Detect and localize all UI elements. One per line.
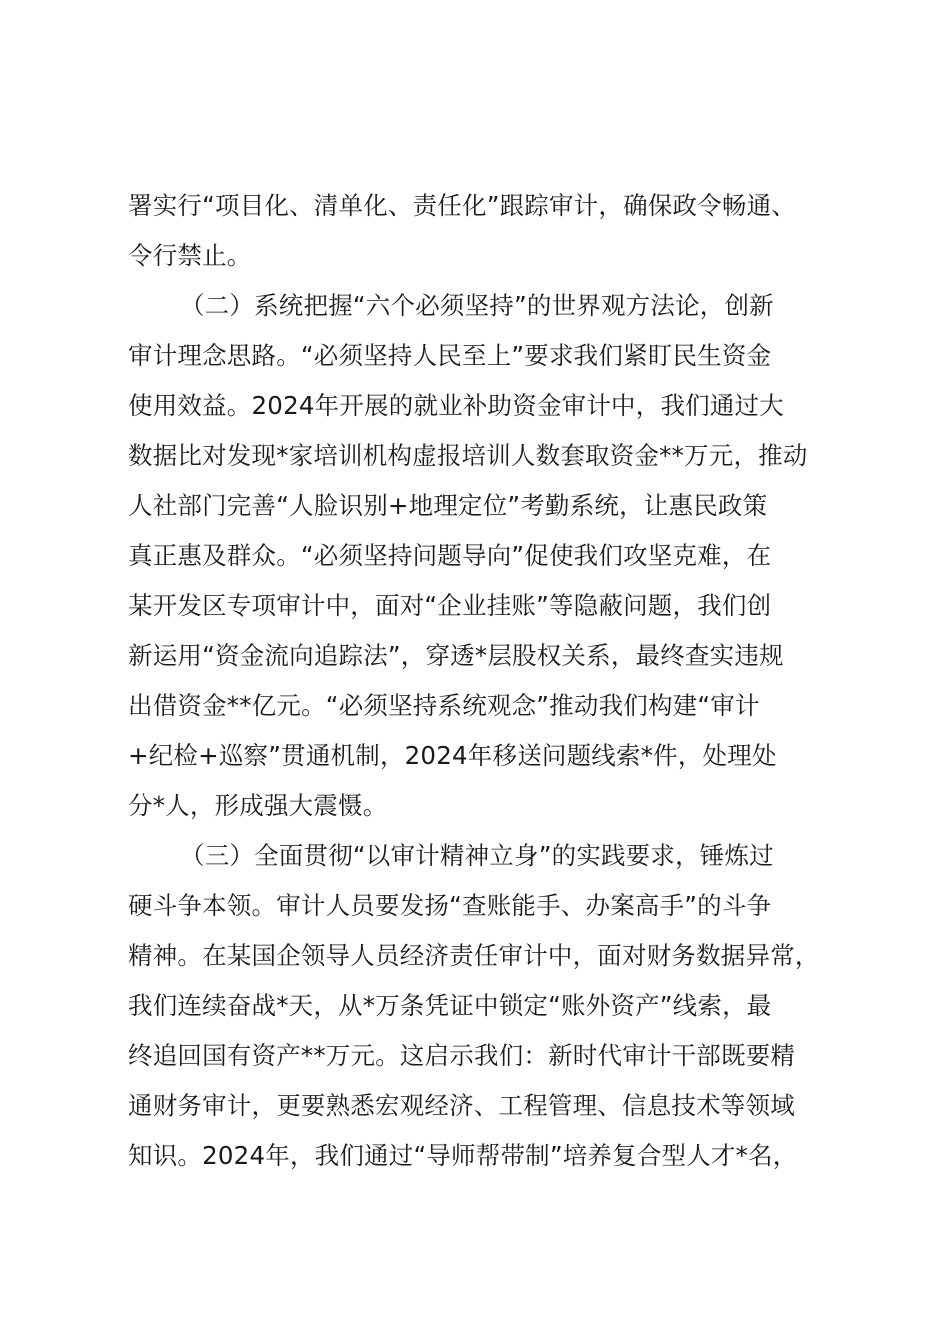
text-line: 审计理念思路。“必须坚持人民至上”要求我们紧盯民生资金 xyxy=(128,341,772,370)
text-line: 硬斗争本领。审计人员要发扬“查账能手、办案高手”的斗争 xyxy=(128,891,772,920)
text-line: 出借资金**亿元。“必须坚持系统观念”推动我们构建“审计 xyxy=(128,691,760,720)
text-line: 精神。在某国企领导人员经济责任审计中，面对财务数据异常， xyxy=(128,941,820,970)
text-line: +纪检+巡察”贯通机制，2024年移送问题线索*件，处理处 xyxy=(128,741,777,770)
text-line: 终追回国有资产**万元。这启示我们：新时代审计干部既要精 xyxy=(128,1041,796,1070)
text-line: 通财务审计，更要熟悉宏观经济、工程管理、信息技术等领域 xyxy=(128,1091,795,1120)
text-line: 令行禁止。 xyxy=(128,241,252,270)
text-line: 真正惠及群众。“必须坚持问题导向”促使我们攻坚克难，在 xyxy=(128,541,772,570)
text-line: 数据比对发现*家培训机构虚报培训人数套取资金**万元，推动 xyxy=(128,441,808,470)
text-line: 我们连续奋战*天，从*万条凭证中锁定“账外资产”线索，最 xyxy=(128,991,772,1020)
text-line: 使用效益。2024年开展的就业补助资金审计中，我们通过大 xyxy=(128,391,784,420)
section-heading-line: （二）系统把握“六个必须坚持”的世界观方法论，创新 xyxy=(180,291,774,320)
text-line: 分*人，形成强大震慑。 xyxy=(128,791,388,820)
text-line: 知识。2024年，我们通过“导师帮带制”培养复合型人才*名， xyxy=(128,1141,798,1170)
text-line: 某开发区专项审计中，面对“企业挂账”等隐蔽问题，我们创 xyxy=(128,591,772,620)
body-text xyxy=(128,181,848,1181)
text-line: 新运用“资金流向追踪法”，穿透*层股权关系，最终查实违规 xyxy=(128,641,784,670)
text-line: 人社部门完善“人脸识别+地理定位”考勤系统，让惠民政策 xyxy=(128,491,768,520)
text-line: 署实行“项目化、清单化、责任化”跟踪审计，确保政令畅通、 xyxy=(128,191,796,220)
section-heading-line: （三）全面贯彻“以审计精神立身”的实践要求，锤炼过 xyxy=(180,841,774,870)
